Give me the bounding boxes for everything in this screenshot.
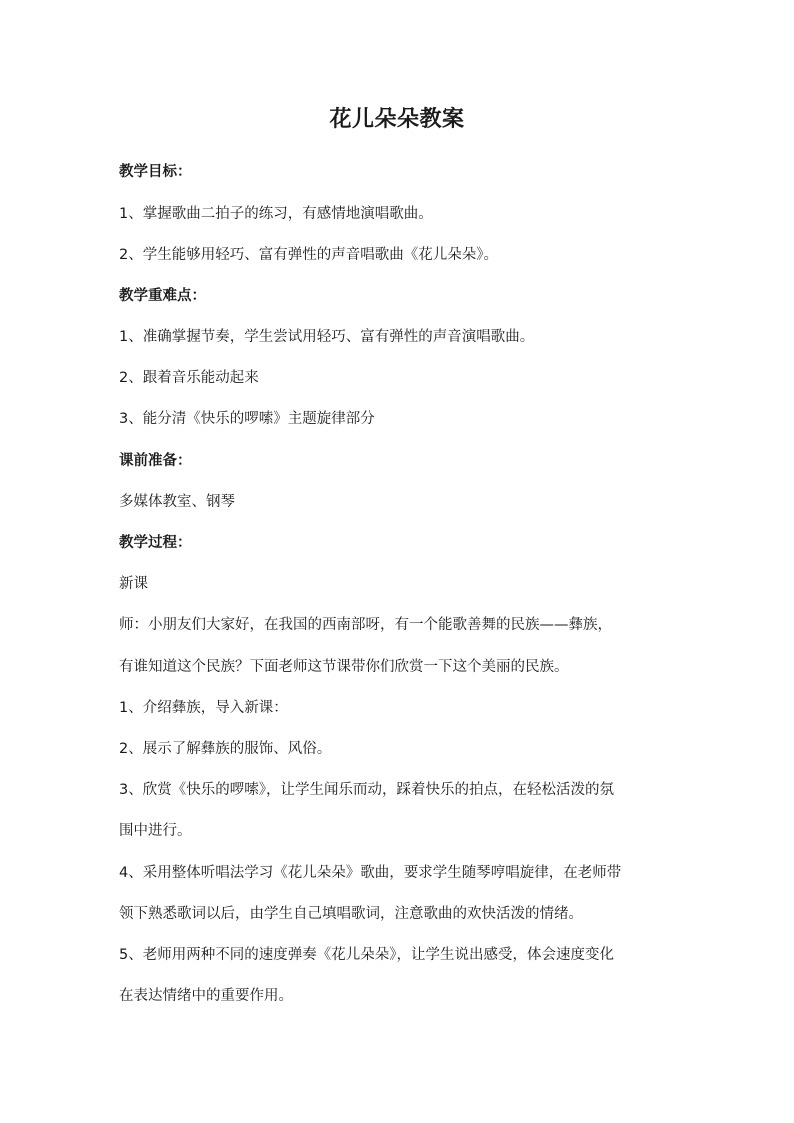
preparation-text: 多媒体教室、钢琴: [119, 494, 235, 510]
process-step-5-line-2: 在表达情绪中的重要作用。: [119, 988, 293, 1004]
key-point-item-1: 1、准确掌握节奏，学生尝试用轻巧、富有弹性的声音演唱歌曲。: [119, 329, 535, 345]
process-step-3-line-1: 3、欣赏《快乐的啰嗦》，让学生闻乐而动，踩着快乐的拍点，在轻松活泼的氛: [119, 782, 614, 798]
objective-item-2: 2、学生能够用轻巧、富有弹性的声音唱歌曲《花儿朵朵》。: [119, 247, 498, 263]
process-subheading-new-lesson: 新课: [119, 576, 148, 592]
section-heading-key-points: 教学重难点：: [119, 288, 206, 304]
process-step-4-line-2: 领下熟悉歌词以后，由学生自己填唱歌词，注意歌曲的欢快活泼的情绪。: [119, 906, 583, 922]
section-heading-process: 教学过程：: [119, 535, 192, 551]
document-title: 花儿朵朵教案: [329, 107, 465, 132]
process-step-5-line-1: 5、老师用两种不同的速度弹奏《花儿朵朵》，让学生说出感受，体会速度变化: [119, 947, 614, 963]
process-step-3-line-2: 围中进行。: [119, 823, 192, 839]
section-heading-preparation: 课前准备：: [119, 453, 192, 469]
teacher-speech-line-2: 有谁知道这个民族？下面老师这节课带你们欣赏一下这个美丽的民族。: [119, 659, 569, 675]
teacher-speech-line-1: 师：小朋友们大家好，在我国的西南部呀，有一个能歌善舞的民族——彝族，: [119, 617, 612, 633]
key-point-item-2: 2、跟着音乐能动起来: [119, 370, 259, 386]
section-heading-objectives: 教学目标：: [119, 164, 192, 180]
key-point-item-3: 3、能分清《快乐的啰嗦》主题旋律部分: [119, 411, 375, 427]
objective-item-1: 1、掌握歌曲二拍子的练习，有感情地演唱歌曲。: [119, 206, 433, 222]
process-step-1: 1、介绍彝族，导入新课：: [119, 700, 288, 716]
process-step-4-line-1: 4、采用整体听唱法学习《花儿朵朵》歌曲，要求学生随琴哼唱旋律，在老师带: [119, 865, 622, 881]
process-step-2: 2、展示了解彝族的服饰、风俗。: [119, 741, 332, 757]
